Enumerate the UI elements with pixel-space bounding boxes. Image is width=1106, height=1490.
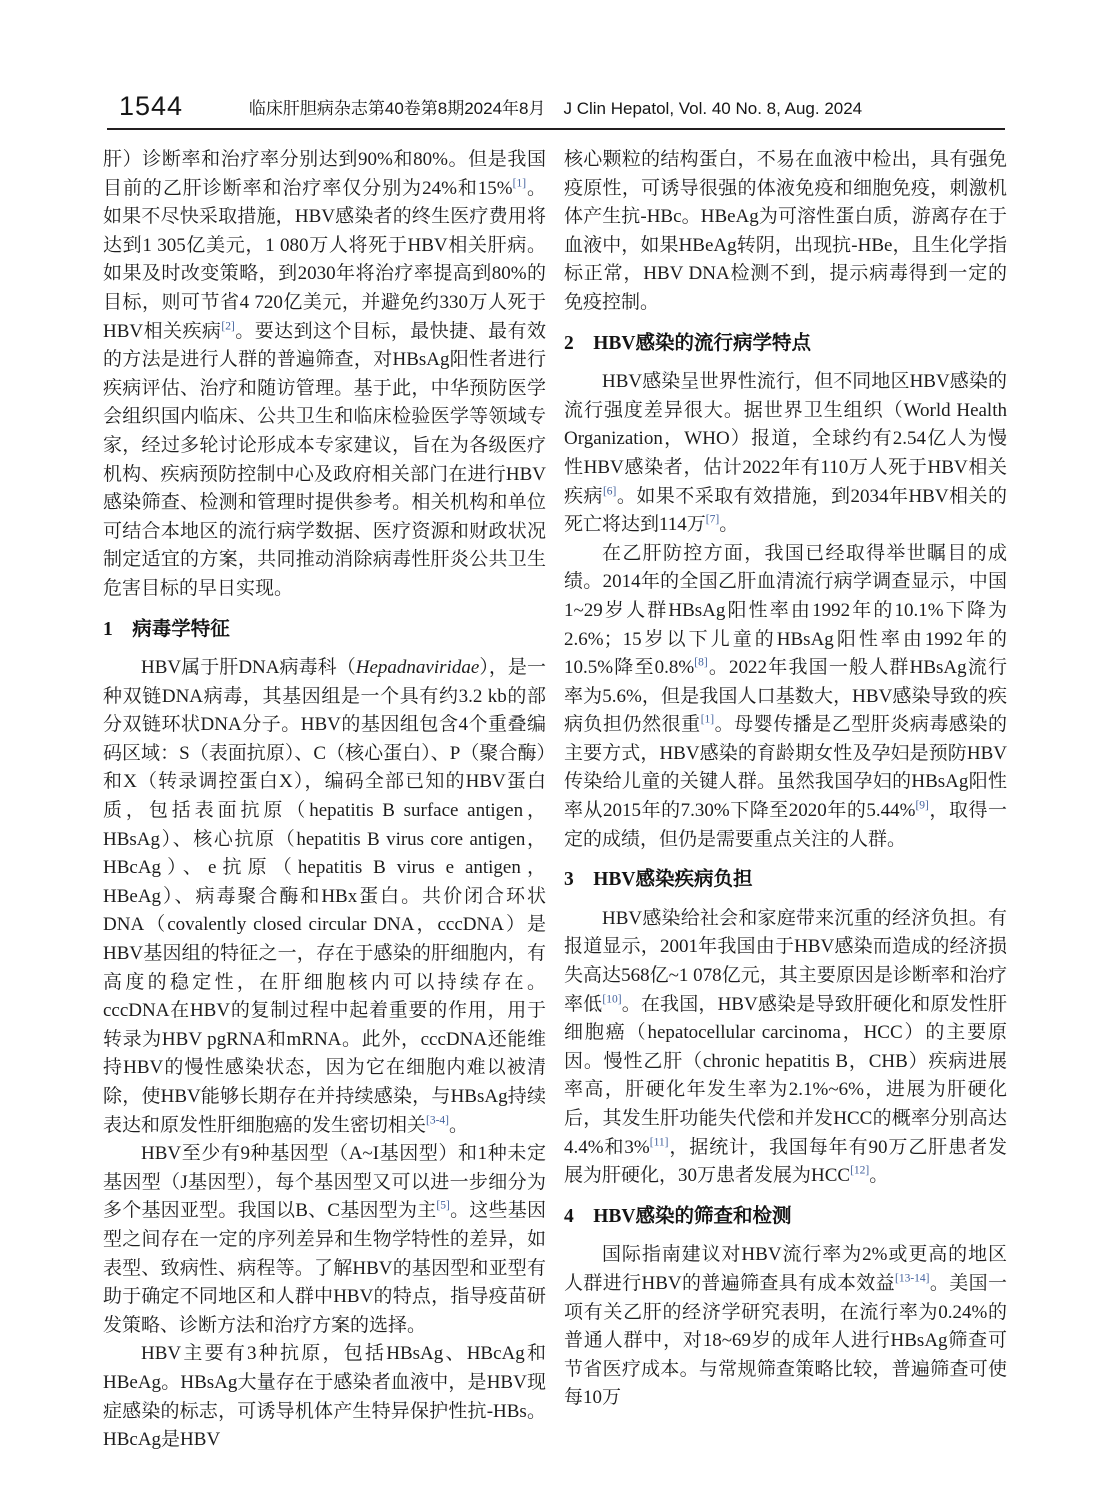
left-column <box>103 146 546 1455</box>
right-column <box>564 146 1007 1455</box>
citation-ref: [1] <box>512 177 527 190</box>
citation-ref: [7] <box>705 513 720 526</box>
citation-ref: [10] <box>602 993 622 1006</box>
article-body <box>103 146 1007 1455</box>
paragraph: HBV至少有9种基因型（A~I基因型）和1种未定基因型（J基因型），每个基因型又可以进一步细分为多个基因亚型。我国以B、C基因型为主[5]。这些基因型之间存在一定的序列差异和生物学特性的差异，如表型、致病性、病程等。了解HBV的基因型和亚型有助于确定不同地区和人群中HBV的特点，指导疫苗研发策略、诊断方法和治疗方案的选择。 <box>103 1143 546 1336</box>
citation-ref: [6] <box>602 485 617 498</box>
page-number: 1544 <box>119 91 184 121</box>
section-heading: 4 HBV感染的筛查和检测 <box>564 1205 792 1227</box>
journal-title-en: J Clin Hepatol, Vol. 40 No. 8, Aug. 2024 <box>563 99 863 118</box>
paragraph: 肝）诊断率和治疗率分别达到90%和80%。但是我国目前的乙肝诊断率和治疗率仅分别为24%和15%[1]。如果不尽快采取措施，HBV感染者的终生医疗费用将达到1 305亿美元，1 080万人将死于HBV相关肝病。如果及时改变策略，到2030年将治疗率提高到80%的目标，则可节省4 720亿美元，并避免约330万人死于HBV相关疾病[2]。要达到这个目标，最快捷、最有效的方法是进行人群的普遍筛查，对HBsAg阳性者进行疾病评估、治疗和随访管理。基于此，中华预防医学会组织国内临床、公共卫生和临床检验医学等领域专家，经过多轮讨论形成本专家建议，旨在为各级医疗机构、疾病预防控制中心及政府相关部门在进行HBV感染筛查、检测和管理时提供参考。相关机构和单位可结合本地区的流行病学数据、医疗资源和财政状况制定适宜的方案，共同推动消除病毒性肝炎公共卫生危害目标的早日实现。 <box>103 149 546 599</box>
paragraph: 国际指南建议对HBV流行率为2%或更高的地区人群进行HBV的普遍筛查具有成本效益[13-14]。美国一项有关乙肝的经济学研究表明，在流行率为0.24%的普通人群中，对18~69岁的成年人进行HBsAg筛查可节省医疗成本。与常规筛查策略比较，普遍筛查可使每10万 <box>564 1244 1007 1409</box>
header-rule <box>107 128 1005 130</box>
paragraph: HBV感染呈世界性流行，但不同地区HBV感染的流行强度差异很大。据世界卫生组织（World Health Organization，WHO）报道，全球约有2.54亿人为慢性HBV感染者，估计2022年有110万人死于HBV相关疾病[6]。如果不采取有效措施，到2034年HBV相关的死亡将达到114万[7]。 <box>564 371 1007 536</box>
citation-ref: [11] <box>649 1136 669 1149</box>
paragraph: 核心颗粒的结构蛋白，不易在血液中检出，具有强免疫原性，可诱导很强的体液免疫和细胞免疫，刺激机体产生抗-HBc。HBeAg为可溶性蛋白质，游离存在于血液中，如果HBeAg转阴，出现抗-HBe，且生化学指标正常，HBV DNA检测不到，提示病毒得到一定的免疫控制。 <box>564 149 1007 313</box>
section-heading: 1 病毒学特征 <box>103 618 230 640</box>
citation-ref: [12] <box>850 1164 870 1177</box>
species-name: Hepadnaviridae <box>355 657 480 679</box>
paragraph: HBV属于肝DNA病毒科（Hepadnaviridae），是一种双链DNA病毒，其基因组是一个具有约3.2 kb的部分双链环状DNA分子。HBV的基因组包含4个重叠编码区域：S（表面抗原）、C（核心蛋白）、P（聚合酶）和X（转录调控蛋白X），编码全部已知的HBV蛋白质，包括表面抗原（hepatitis B surface antigen，HBsAg）、核心抗原（hepatitis B virus core antigen，HBcAg）、e抗原（hepatitis B virus e antigen，HBeAg）、病毒聚合酶和HBx蛋白。共价闭合环状DNA（covalently closed circular DNA，cccDNA）是HBV基因组的特征之一，存在于感染的肝细胞内，有高度的稳定性，在肝细胞核内可以持续存在。cccDNA在HBV的复制过程中起着重要的作用，用于转录为HBV pgRNA和mRNA。此外，cccDNA还能维持HBV的慢性感染状态，因为它在细胞内难以被清除，使HBV能够长期存在并持续感染，与HBsAg持续表达和原发性肝细胞癌的发生密切相关[3-4]。 <box>103 657 546 1136</box>
citation-ref: [3-4] <box>426 1114 450 1127</box>
citation-ref: [13-14] <box>895 1272 930 1285</box>
journal-title-cn: 临床肝胆病杂志第40卷第8期2024年8月 <box>248 99 546 118</box>
citation-ref: [2] <box>221 320 235 333</box>
journal-title-line <box>103 94 1008 119</box>
section-heading: 3 HBV感染疾病负担 <box>564 869 753 891</box>
paragraph: 在乙肝防控方面，我国已经取得举世瞩目的成绩。2014年的全国乙肝血清流行病学调查显示，中国1~29岁人群HBsAg阳性率由1992年的10.1%下降为2.6%；15岁以下儿童的HBsAg阳性率由1992年的10.5%降至0.8%[8]。2022年我国一般人群HBsAg流行率为5.6%，但是我国人口基数大，HBV感染导致的疾病负担仍然很重[1]。母婴传播是乙型肝炎病毒感染的主要方式，HBV感染的育龄期女性及孕妇是预防HBV传染给儿童的关键人群。虽然我国孕妇的HBsAg阳性率从2015年的7.30%下降至2020年的5.44%[9]，取得一定的成绩，但仍是需要重点关注的人群。 <box>564 542 1008 850</box>
paragraph: HBV感染给社会和家庭带来沉重的经济负担。有报道显示，2001年我国由于HBV感染而造成的经济损失高达568亿~1 078亿元，其主要原因是诊断率和治疗率低[10]。在我国，HBV感染是导致肝硬化和原发性肝细胞癌（hepatocellular carcinoma，HCC）的主要原因。慢性乙肝（chronic hepatitis B，CHB）疾病进展率高，肝硬化年发生率为2.1%~6%，进展为肝硬化后，其发生肝功能失代偿和并发HCC的概率分别高达4.4%和3%[11]，据统计，我国每年有90万乙肝患者发展为肝硬化，30万患者发展为HCC[12]。 <box>564 907 1007 1187</box>
page-header <box>103 88 1008 122</box>
citation-ref: [1] <box>700 713 715 726</box>
citation-ref: [5] <box>436 1200 450 1213</box>
section-heading: 2 HBV感染的流行病学特点 <box>564 332 812 354</box>
citation-ref: [8] <box>694 656 708 669</box>
citation-ref: [9] <box>915 799 929 812</box>
paragraph: HBV主要有3种抗原，包括HBsAg、HBcAg和HBeAg。HBsAg大量存在于感染者血液中，是HBV现症感染的标志，可诱导机体产生特异保护性抗-HBs。HBcAg是HBV <box>103 1343 546 1451</box>
